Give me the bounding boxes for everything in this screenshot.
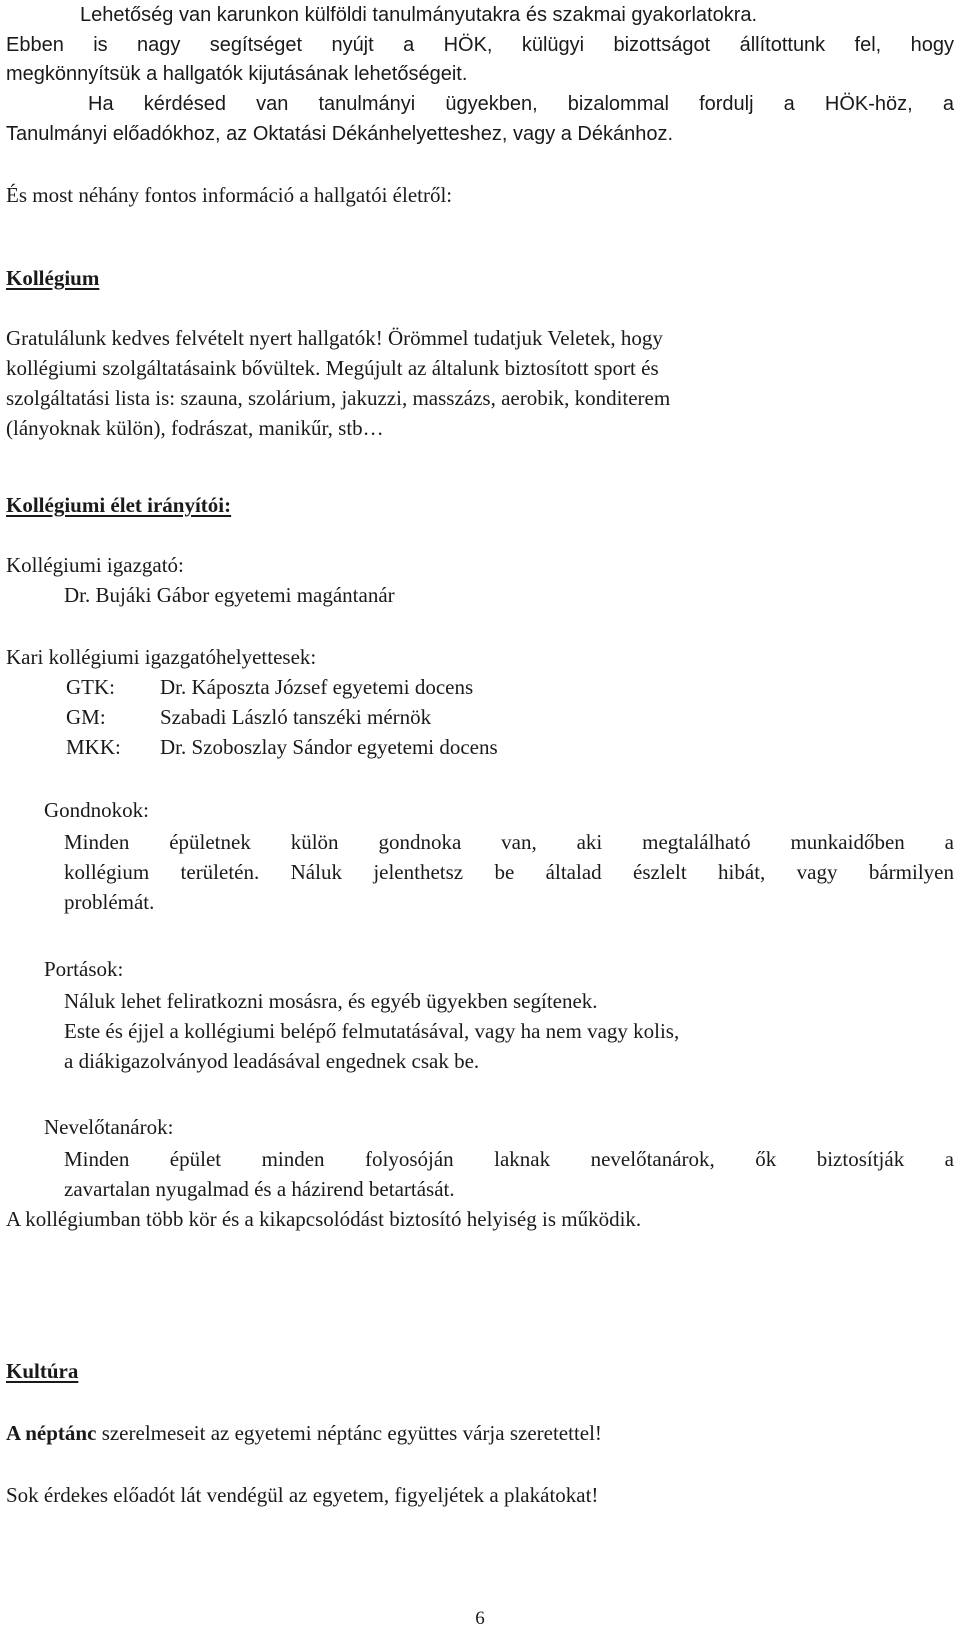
deputies-label: Kari kollégiumi igazgatóhelyettesek: xyxy=(6,645,317,669)
nevelotanarok-label: Nevelőtanárok: xyxy=(44,1115,174,1139)
intro-line-2: Ebben is nagy segítséget nyújt a HÖK, külügyi bizottságot állítottunk fel, hogy xyxy=(6,34,954,56)
deputy-row xyxy=(66,732,498,762)
nevelotanarok-text-1: Minden épület minden folyosóján laknak nevelőtanárok, ők biztosítják a xyxy=(64,1147,954,1171)
director-label: Kollégiumi igazgató: xyxy=(6,553,184,577)
neptanc-rest: szerelmeseit az egyetemi néptánc együttes várja szeretettel! xyxy=(96,1421,602,1445)
kollegium-text-1: Gratulálunk kedves felvételt nyert hallgatók! Örömmel tudatjuk Veletek, hogy xyxy=(6,326,663,350)
deputy-code: MKK: xyxy=(66,735,121,759)
neptanc-bold: A néptánc xyxy=(6,1421,97,1445)
kultura-heading: Kultúra xyxy=(6,1359,79,1383)
portasok-text-3: a diákigazolványod leadásával engednek csak be. xyxy=(64,1049,480,1073)
closing-text: A kollégiumban több kör és a kikapcsolódást biztosító helyiség is működik. xyxy=(6,1207,642,1231)
gondnokok-text-3: problémát. xyxy=(64,890,155,914)
deputy-code: GTK: xyxy=(66,675,115,699)
director-name: Dr. Bujáki Gábor egyetemi magántanár xyxy=(64,583,395,607)
page-number: 6 xyxy=(475,1608,485,1629)
deputy-name: Dr. Szoboszlay Sándor egyetemi docens xyxy=(160,735,498,759)
leaders-heading: Kollégiumi élet irányítói: xyxy=(6,493,232,517)
deputy-name: Szabadi László tanszéki mérnök xyxy=(160,705,432,729)
gondnokok-label: Gondnokok: xyxy=(44,798,149,822)
neptanc-text xyxy=(6,1418,602,1448)
intro-line-3: megkönnyítsük a hallgatók kijutásának lehetőségeit. xyxy=(6,63,468,85)
portasok-text-2: Este és éjjel a kollégiumi belépő felmutatásával, vagy ha nem vagy kolis, xyxy=(64,1019,680,1043)
deputy-code: GM: xyxy=(66,705,106,729)
kollegium-text-4: (lányoknak külön), fodrászat, manikűr, stb… xyxy=(6,416,384,440)
deputy-name: Dr. Káposzta József egyetemi docens xyxy=(160,675,474,699)
nevelotanarok-text-2: zavartalan nyugalmad és a házirend betartását. xyxy=(64,1177,455,1201)
student-life-intro: És most néhány fontos információ a hallgatói életről: xyxy=(6,183,453,207)
intro-line-4: Ha kérdésed van tanulmányi ügyekben, bizalommal fordulj a HÖK-höz, a xyxy=(88,93,954,115)
gondnokok-text-1: Minden épületnek külön gondnoka van, aki megtalálható munkaidőben a xyxy=(64,830,954,854)
kollegium-heading: Kollégium xyxy=(6,266,100,290)
intro-line-5: Tanulmányi előadókhoz, az Oktatási Dékánhelyetteshez, vagy a Dékánhoz. xyxy=(6,123,674,145)
kollegium-text-2: kollégiumi szolgáltatásaink bővültek. Megújult az általunk biztosított sport és xyxy=(6,356,659,380)
eloadok-text: Sok érdekes előadót lát vendégül az egyetem, figyeljétek a plakátokat! xyxy=(6,1483,599,1507)
portasok-text-1: Náluk lehet feliratkozni mosásra, és egyéb ügyekben segítenek. xyxy=(64,989,598,1013)
deputy-row xyxy=(66,702,431,732)
portasok-label: Portások: xyxy=(44,957,124,981)
gondnokok-text-2: kollégium területén. Náluk jelenthetsz be általad észlelt hibát, vagy bármilyen xyxy=(64,860,954,884)
kollegium-text-3: szolgáltatási lista is: szauna, szolárium, jakuzzi, masszázs, aerobik, konditerem xyxy=(6,386,671,410)
deputy-row xyxy=(66,672,473,702)
intro-line-1: Lehetőség van karunkon külföldi tanulmányutakra és szakmai gyakorlatokra. xyxy=(80,4,758,26)
